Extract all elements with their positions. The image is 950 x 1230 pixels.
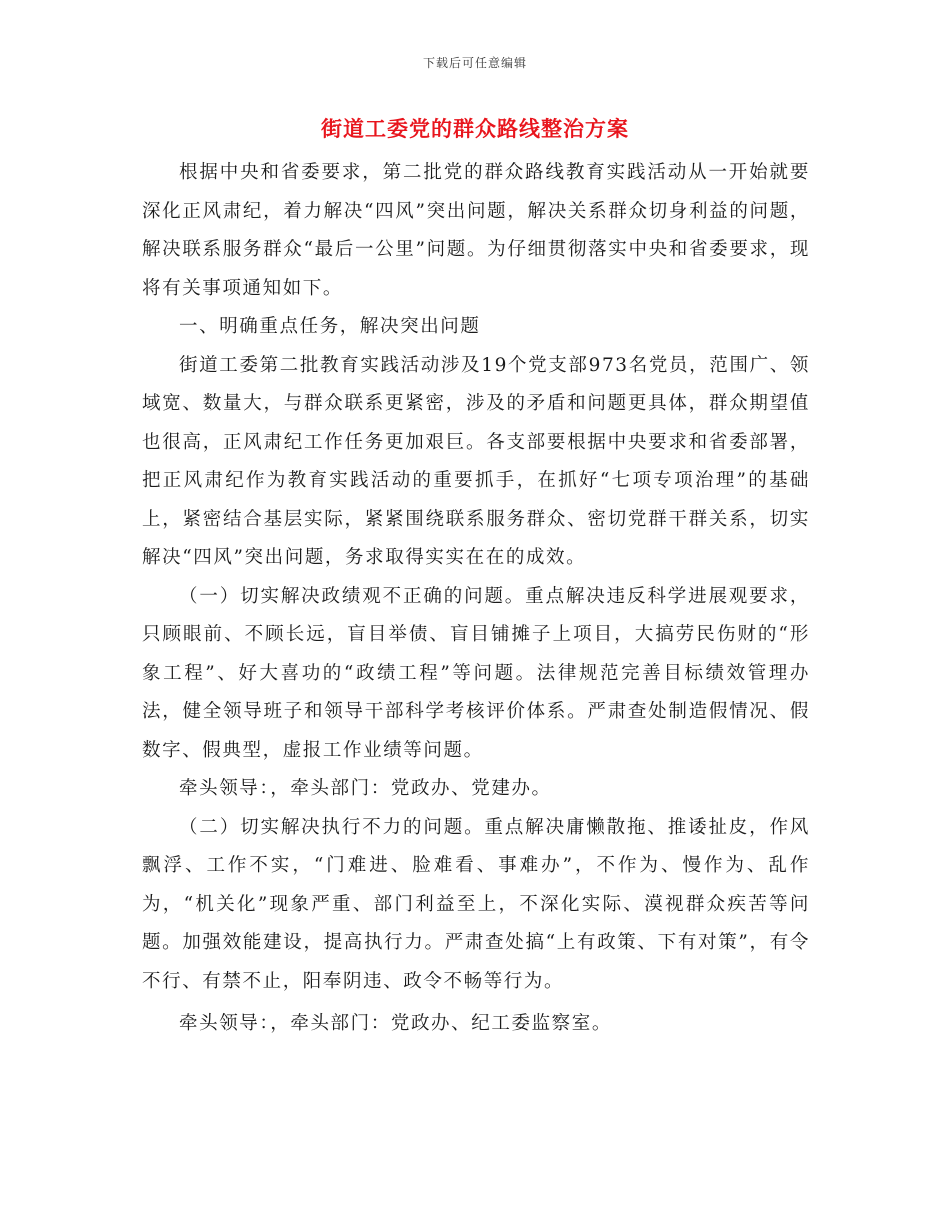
document-title: 街道工委党的群众路线整治方案	[321, 116, 629, 141]
paragraph-intro: 根据中央和省委要求，第二批党的群众路线教育实践活动从一开始就要深化正风肃纪，着力解决“四风”突出问题，解决关系群众切身利益的问题，解决联系服务群众“最后一公里”问题。为仔细贯彻落实中央和省委要求，现将有关事项通知如下。	[142, 162, 810, 299]
document-body	[142, 154, 810, 1044]
paragraph-item-2: （二）切实解决执行不力的问题。重点解决庸懒散拖、推诿扯皮，作风飘浮、工作不实，“门难进、脸难看、事难办”，不作为、慢作为、乱作为，“机关化”现象严重、部门利益至上，不深化实际、漠视群众疾苦等问题。加强效能建设，提高执行力。严肃查处搞“上有政策、下有对策”，有令不行、有禁不止，阳奉阴违、政令不畅等行为。	[142, 816, 810, 992]
section-heading-1: 一、明确重点任务，解决突出问题	[179, 316, 481, 337]
paragraph-lead-1: 牵头领导：，牵头部门：党政办、党建办。	[179, 778, 552, 799]
header-note: 下载后可任意编辑	[422, 56, 527, 70]
paragraph-section-1: 街道工委第二批教育实践活动涉及19个党支部973名党员，范围广、领域宽、数量大，与群众联系更紧密，涉及的矛盾和问题更具体，群众期望值也很高，正风肃纪工作任务更加艰巨。各支部要根据中央要求和省委部署，把正风肃纪作为教育实践活动的重要抓手，在抓好“七项专项治理”的基础上，紧密结合基层实际，紧紧围绕联系服务群众、密切党群干群关系，切实解决“四风”突出问题，务求取得实实在在的成效。	[142, 354, 810, 568]
paragraph-lead-2: 牵头领导：，牵头部门：党政办、纪工委监察室。	[179, 1013, 612, 1034]
paragraph-item-1: （一）切实解决政绩观不正确的问题。重点解决违反科学进展观要求，只顾眼前、不顾长远，盲目举债、盲目铺摊子上项目，大搞劳民伤财的“形象工程”、好大喜功的“政绩工程”等问题。法律规范完善目标绩效管理办法，健全领导班子和领导干部科学考核评价体系。严肃查处制造假情况、假数字、假典型，虚报工作业绩等问题。	[142, 585, 810, 761]
